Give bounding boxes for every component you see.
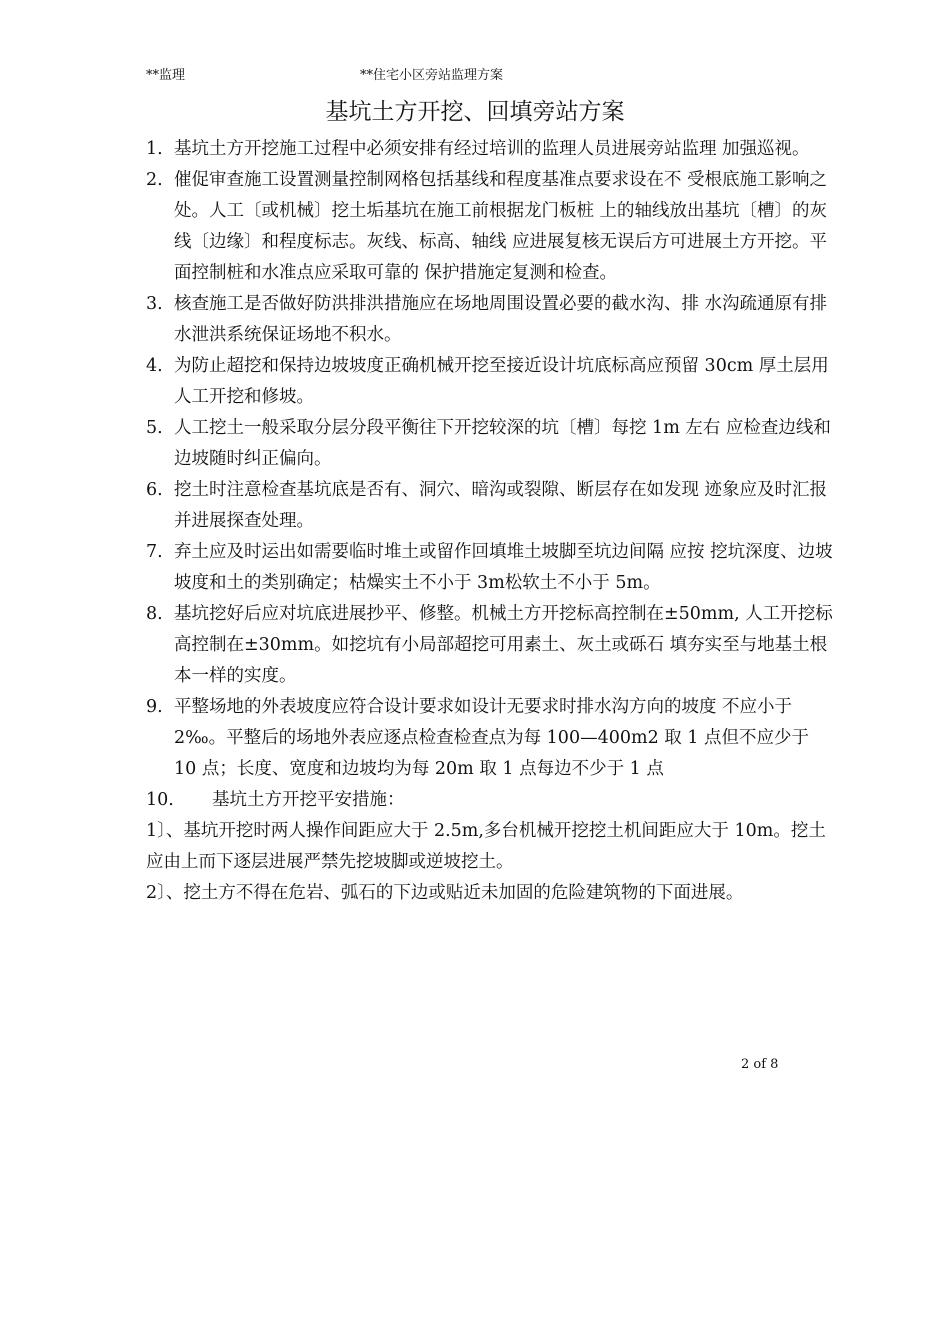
item-text: 为防止超挖和保持边坡坡度正确机械开挖至接近设计坑底标高应预留 30cm 厚土层用人工开挖和修坡。 [174, 356, 829, 407]
item-number: 4. [146, 356, 163, 376]
list-item [146, 785, 836, 816]
list-item [146, 134, 836, 165]
item-text: 基坑土方开挖施工过程中必须安排有经过培训的监理人员进展旁站监理 加强巡视。 [174, 139, 810, 159]
item-number: 8. [146, 604, 163, 624]
item-number: 5. [146, 418, 163, 438]
item-number: 6. [146, 480, 163, 500]
paragraph: 1〕、基坑开挖时两人操作间距应大于 2.5m,多台机械开挖挖土机间距应大于 10m。挖土应由上而下逐层进展严禁先挖坡脚或逆坡挖土。 [146, 821, 826, 872]
item-number: 7. [146, 542, 163, 562]
item-text: 挖土时注意检查基坑底是否有、洞穴、暗沟或裂隙、断层存在如发现 迹象应及时汇报并进展探查处理。 [174, 480, 828, 531]
list-item [146, 289, 836, 351]
document-body [146, 134, 836, 909]
item-text: 人工挖土一般采取分层分段平衡往下开挖较深的坑〔槽〕每挖 1m 左右 应检查边线和边坡随时纠正偏向。 [174, 418, 831, 469]
paragraph: 2〕、挖土方不得在危岩、弧石的下边或贴近未加固的危险建筑物的下面进展。 [146, 883, 744, 903]
list-item [146, 599, 836, 692]
item-text: 催促审查施工设置测量控制网格包括基线和程度基准点要求设在不 受根底施工影响之处。人工〔或机械〕挖土垢基坑在施工前根据龙门板桩 上的轴线放出基坑〔槽〕的灰线〔边缘〕和程度标志。灰线、标高、轴线 应进展复核无误后方可进展土方开挖。平面控制桩和水准点应采取可靠的 保护措施定复测和检查。 [174, 170, 828, 283]
header-center: **住宅小区旁站监理方案 [360, 68, 504, 83]
list-item [146, 351, 836, 413]
page-title: 基坑土方开挖、回填旁站方案 [325, 99, 625, 125]
item-number: 2. [146, 170, 163, 190]
item-number: 9. [146, 697, 163, 717]
page-number: 2 of 8 [741, 1057, 779, 1072]
item-text: 基坑挖好后应对坑底进展抄平、修整。机械土方开挖标高控制在±50mm, 人工开挖标高控制在±30mm。如挖坑有小局部超挖可用素土、灰土或砾石 填夯实至与地基土根本一样的实度。 [174, 604, 833, 686]
header-left: **监理 [146, 68, 186, 83]
list-item [146, 413, 836, 475]
item-number: 1. [146, 139, 163, 159]
item-text: 核查施工是否做好防洪排洪措施应在场地周围设置必要的截水沟、排 水沟疏通原有排水泄洪系统保证场地不积水。 [174, 294, 828, 345]
list-item [146, 475, 836, 537]
item-number: 10. [146, 790, 174, 810]
list-item [146, 537, 836, 599]
item-number: 3. [146, 294, 163, 314]
item-text: 平整场地的外表坡度应符合设计要求如设计无要求时排水沟方向的坡度 不应小于 2‰。平整后的场地外表应逐点检查检查点为每 100—400m2 取 1 点但不应少于 10 点；长度、宽度和边坡均为每 20m 取 1 点每边不少于 1 点 [174, 697, 810, 779]
item-text: 弃土应及时运出如需要临时堆土或留作回填堆土坡脚至坑边间隔 应按 挖坑深度、边坡坡度和土的类别确定；枯燥实土不小于 3m松软土不小于 5m。 [174, 542, 833, 593]
list-item [146, 165, 836, 289]
list-item [146, 692, 836, 785]
item-text: 基坑土方开挖平安措施： [212, 790, 405, 810]
